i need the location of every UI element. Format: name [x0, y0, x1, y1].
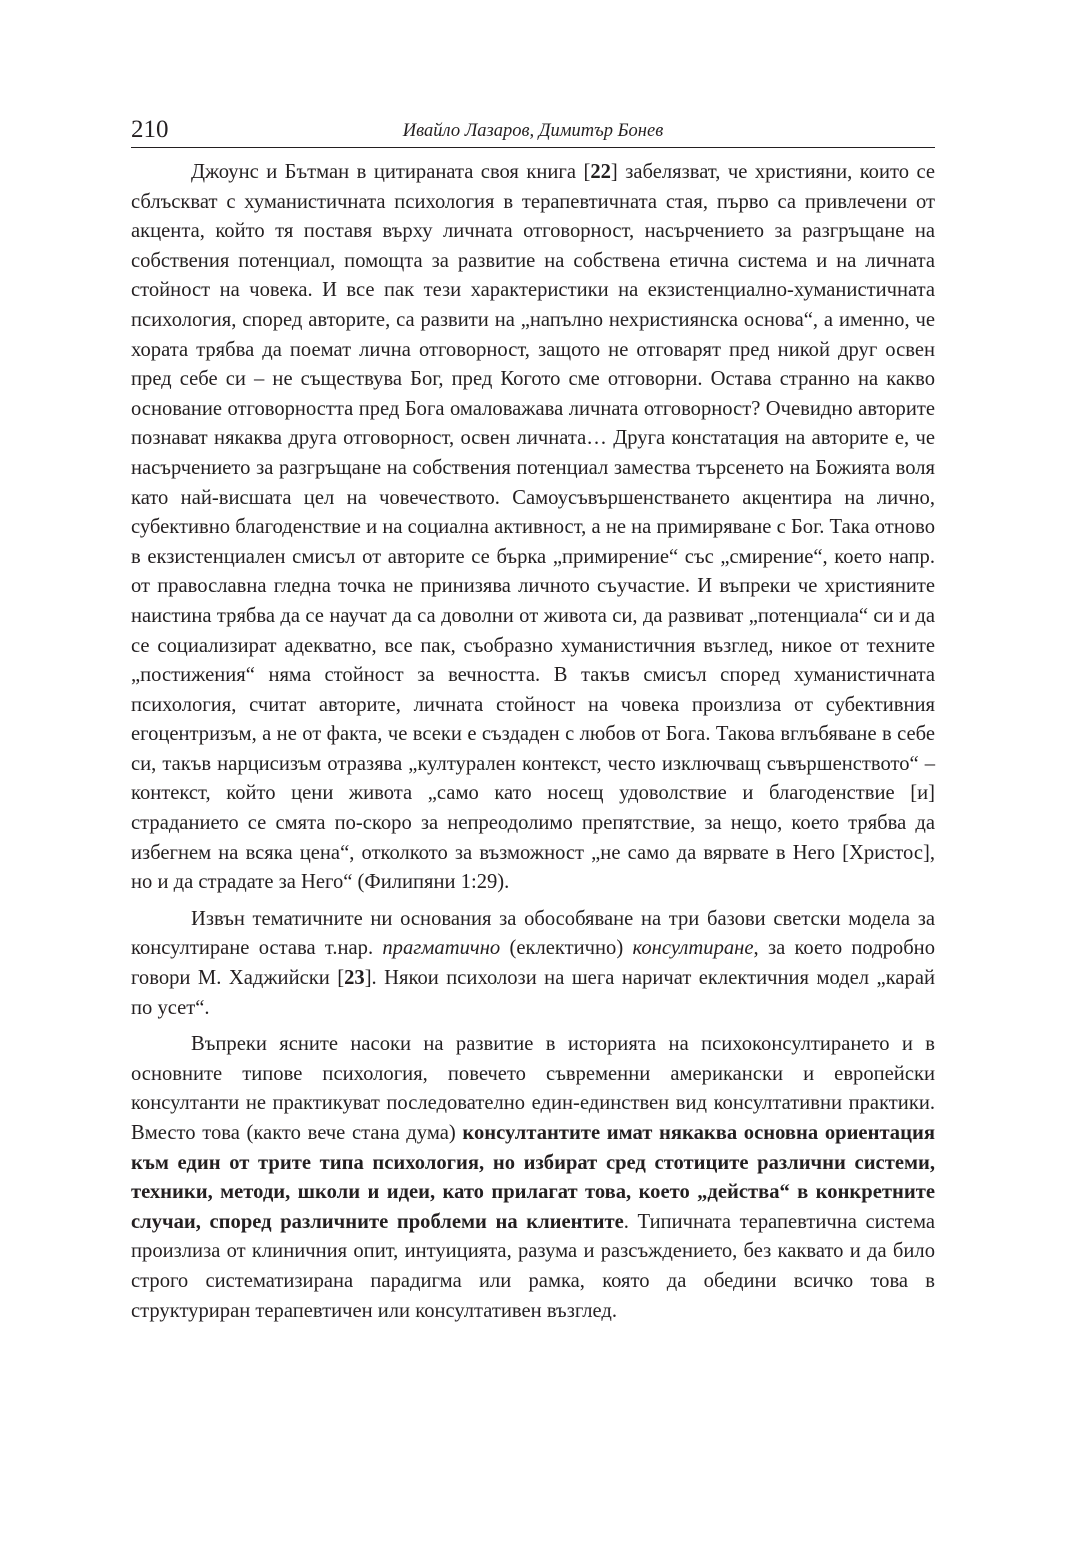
reference-number: 23	[344, 967, 365, 990]
running-header	[131, 113, 935, 148]
body-text	[131, 158, 935, 1326]
paragraph-text: Джоунс и Бътман в цитираната своя книга [	[191, 161, 591, 183]
page-number: 210	[131, 116, 169, 143]
paragraph-2	[131, 905, 935, 1023]
paragraph-text: Въпреки ясните насоки на развитие в историята на психоконсултирането и в основните типове психология, повечето съвременни американски и европейски консултанти не практикуват последователно един-единствен вид консултативни практики. Вместо това (както вече стана дума)	[131, 1033, 935, 1144]
paragraph-text: ]. Някои психолози на шега наричат еклектичния модел „карай по усет“.	[131, 967, 935, 1019]
italic-term: консултиране	[632, 937, 754, 960]
running-title: Ивайло Лазаров, Димитър Бонев	[402, 121, 664, 141]
paragraph-text: , за което подробно говори М. Хаджийски [	[131, 937, 935, 990]
paragraph-3	[131, 1030, 935, 1326]
bold-emphasis: консултантите имат някаква основна ориентация към един от трите типа психология, но избират сред стотиците различни системи, техники, методи, школи и идеи, като прилагат това, което „действа“ в конкретните случаи, според различните проблеми на клиентите	[131, 1122, 935, 1233]
paragraph-text: (еклектично)	[500, 937, 633, 960]
paragraph-text: ] забелязват, че християни, които се сблъскват с хуманистичната психология в терапевтичната стая, първо са привлечени от акцента, който тя поставя върху личната отговорност, насърчението за разгръщане на собствения потенциал, помощта за развитие на собствена етична система и на личната стойност на човека. И все пак тези характеристики на екзистенциално-хуманистичната психология, според авторите, са развити на „напълно нехристиянска основа“, а именно, че хората трябва да поемат лична отговорност, защото не отговарят пред никой друг освен пред себе си – не съществува Бог, пред Когото сме отговорни. Остава странно на какво основание отговорността пред Бога омаловажава личната отговорност? Очевидно авторите познават някаква друга отговорност, освен личната… Друга констатация на авторите е, че насърчението за разгръщане на собствения потенциал замества търсенето на Божията воля като най-висшата цел на човечеството. Самоусъвършенстването акцентира на лично, субективно благоденствие и на социална активност, а не на примиряване с Бог. Така отново в екзистенциален смисъл от авторите се бърка „примирение“ със „смирение“, което напр. от православна гледна точка не принизява личното съучастие. И въпреки че християните наистина трябва да се научат да са доволни от живота си, да развиват „потенциала“ си и да се социализират адекватно, все пак, съобразно хуманистичния възглед, никое от техните „постижения“ няма стойност за вечността. В такъв смисъл според хуманистичната психология, считат авторите, личната стойност на човека произлиза от субективния егоцентризъм, а не от факта, че всеки е създаден с любов от Бога. Такова вглъбяване в себе си, такъв нарцисизъм отразява „културален контекст, често изключващ съвършенството“ – контекст, който цени живота „само като носещ удоволствие и благоденствие [и] страданието се смята по-скоро за непреодолимо препятствие, за нещо, което трябва да избегнем на всяка цена“, отколкото за възможност „не само да вярвате в Него [Христос], но и да страдате за Него“ (Филипяни 1:29).	[131, 161, 936, 894]
paragraph-text: Извън тематичните ни основания за обособяване на три базови светски модела за консултиране остава т.нар.	[131, 907, 935, 960]
paragraph-text: . Типичната терапевтична система произлиза от клиничния опит, интуицията, разума и разсъждението, без каквато и да било строго систематизирана парадигма или рамка, която да обедини всичко това в структуриран терапевтичен или консултативен възглед.	[131, 1210, 935, 1322]
paragraph-1	[131, 158, 935, 898]
italic-term: прагматично	[382, 937, 501, 960]
reference-number: 22	[590, 161, 611, 183]
